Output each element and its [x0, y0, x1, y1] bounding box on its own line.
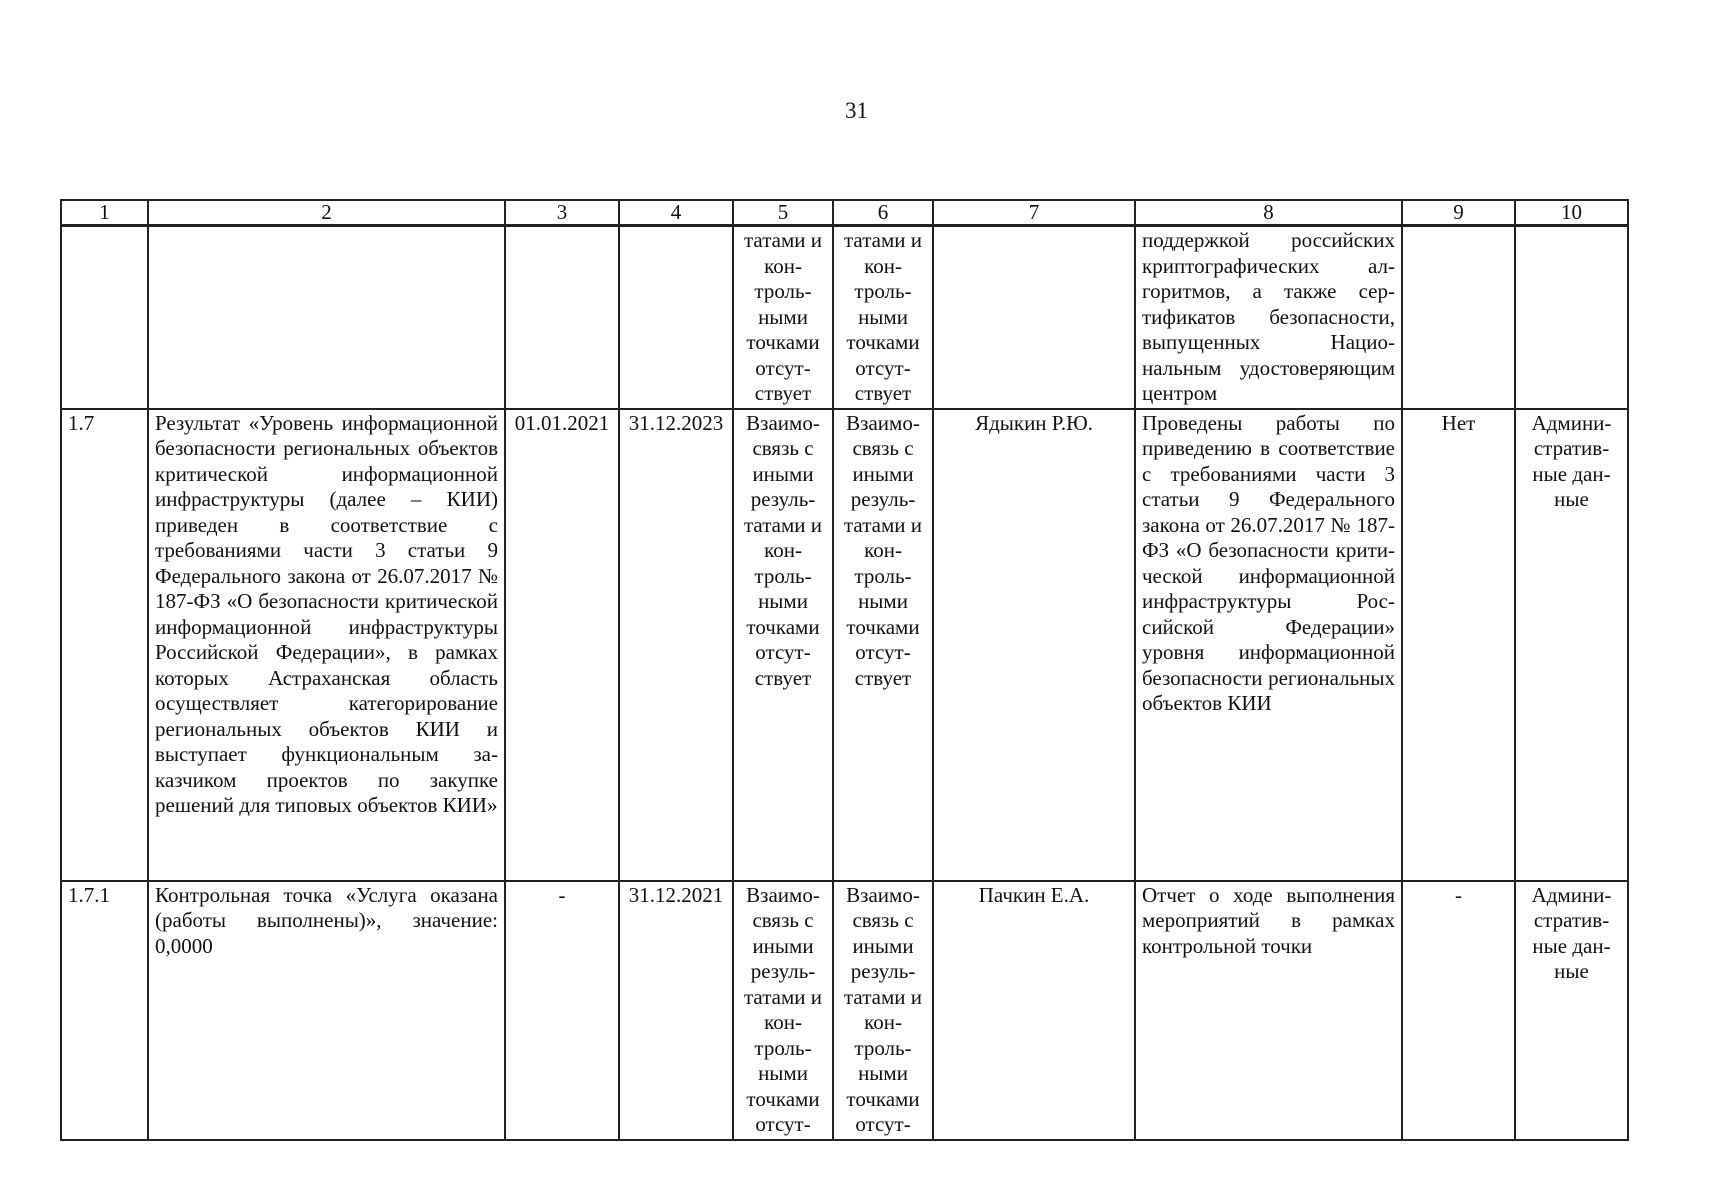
- header-cell-9: 9: [1402, 200, 1515, 226]
- cell-col9: [1402, 226, 1515, 409]
- cell-number: 1.7.1: [61, 881, 148, 1140]
- cell-end-date: 31.12.2021: [619, 881, 733, 1140]
- cell-description: Отчет о ходе выполнения мероприятий в рамках контрольной точки: [1135, 881, 1402, 1140]
- cell-name: Контрольная точка «Услуга оказана (работы выполнены)», значение: 0,0000: [148, 881, 505, 1140]
- cell-col9: Нет: [1402, 409, 1515, 881]
- plan-table: [60, 199, 1629, 1141]
- table-row-1-7: [61, 409, 1628, 881]
- table-row-continuation: [61, 226, 1628, 409]
- cell-end-date: 31.12.2023: [619, 409, 733, 881]
- cell-description: Проведены работы по приведению в соответствие с требованиями части 3 статьи 9 Федерального закона от 26.07.2017 № 187-ФЗ «О безопасности критической информационной инфраструктуры Российской Федерации» уровня информационной безопасности региональных объектов КИИ: [1135, 409, 1402, 881]
- cell-description: поддержкой российских криптографических алгоритмов, а также сертификатов безопасности, выпущенных Национальным удостоверяющим центром: [1135, 226, 1402, 409]
- cell-link-col5: Взаимосвязь с иными результатами и контрольными точками отсут-: [733, 881, 833, 1140]
- cell-link-col5: татами и контрольными точками отсутствует: [733, 226, 833, 409]
- header-row: [61, 200, 1628, 226]
- cell-start-date: [505, 226, 619, 409]
- header-cell-3: 3: [505, 200, 619, 226]
- header-cell-2: 2: [148, 200, 505, 226]
- table-row-1-7-1: [61, 881, 1628, 1140]
- cell-start-date: 01.01.2021: [505, 409, 619, 881]
- cell-responsible: Ядыкин Р.Ю.: [933, 409, 1135, 881]
- page-number: 31: [845, 98, 868, 123]
- cell-end-date: [619, 226, 733, 409]
- cell-name: [148, 226, 505, 409]
- cell-link-col6: Взаимосвязь с иными результатами и контрольными точками отсутствует: [833, 409, 933, 881]
- cell-link-col6: Взаимосвязь с иными результатами и контрольными точками отсут-: [833, 881, 933, 1140]
- header-cell-7: 7: [933, 200, 1135, 226]
- header-cell-5: 5: [733, 200, 833, 226]
- cell-link-col5: Взаимосвязь с иными результатами и контрольными точками отсутствует: [733, 409, 833, 881]
- cell-number: [61, 226, 148, 409]
- cell-col10: [1515, 226, 1628, 409]
- cell-name: Результат «Уровень информационной безопасности региональных объектов критической информационной инфраструктуры (далее – КИИ) приведен в соответствие с требованиями части 3 статьи 9 Федерального закона от 26.07.2017 № 187-ФЗ «О безопасности критической информационной инфраструктуры Российской Федерации», в рамках которых Астраханская область осуществляет категорирование региональных объектов КИИ и выступает функциональным заказчиком проектов по закупке решений для типовых объектов КИИ»: [148, 409, 505, 881]
- cell-link-col6: татами и контрольными точками отсутствует: [833, 226, 933, 409]
- cell-col9: -: [1402, 881, 1515, 1140]
- header-cell-10: 10: [1515, 200, 1628, 226]
- header-cell-8: 8: [1135, 200, 1402, 226]
- cell-responsible: [933, 226, 1135, 409]
- cell-col10: Административные данные: [1515, 881, 1628, 1140]
- header-cell-6: 6: [833, 200, 933, 226]
- cell-start-date: -: [505, 881, 619, 1140]
- cell-number: 1.7: [61, 409, 148, 881]
- header-cell-4: 4: [619, 200, 733, 226]
- header-cell-1: 1: [61, 200, 148, 226]
- cell-responsible: Пачкин Е.А.: [933, 881, 1135, 1140]
- cell-col10: Административные данные: [1515, 409, 1628, 881]
